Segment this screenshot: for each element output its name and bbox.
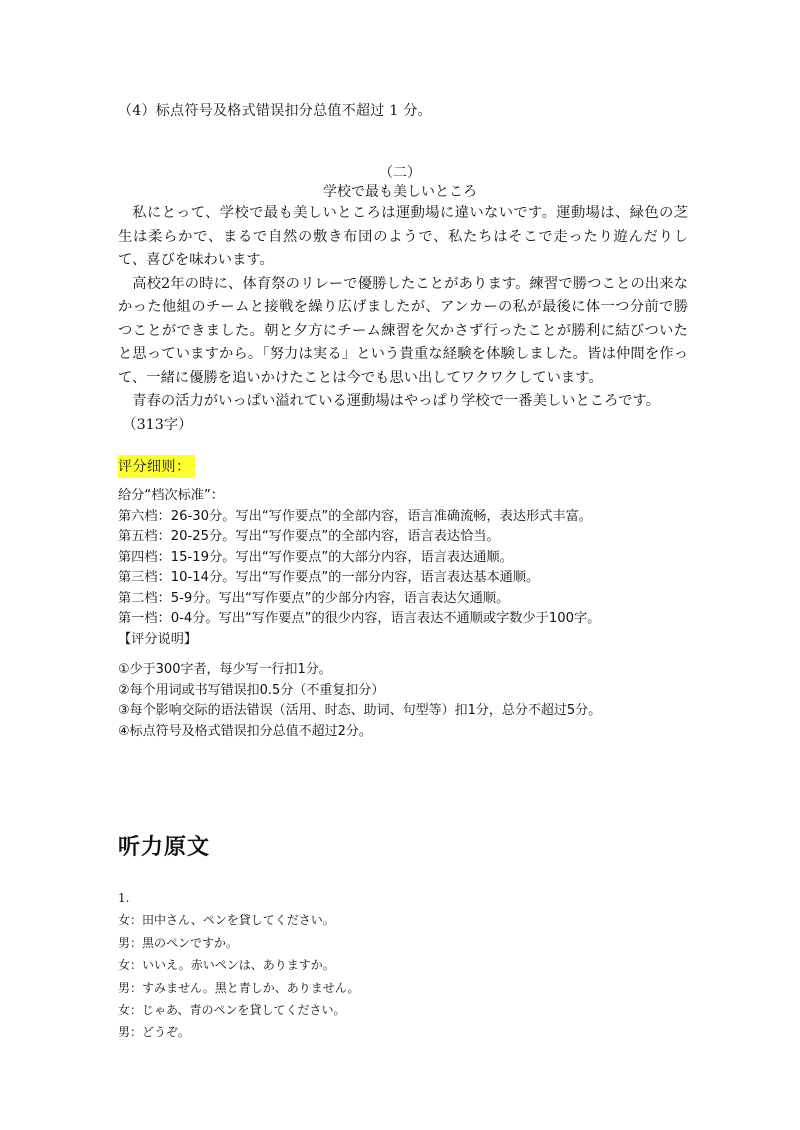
- rubric-intro: 给分“档次标准”：: [118, 488, 224, 503]
- dialog-line: 女：いいえ。赤いペンは、ありますか。: [118, 958, 335, 973]
- top-note: （4）标点符号及格式错误扣分总值不超过 1 分。: [118, 103, 432, 119]
- rubric-tiers: [118, 486, 600, 650]
- dialog-line: 男：どうぞ。: [118, 1025, 190, 1040]
- dialog-line: 男：黒のペンですか。: [118, 935, 239, 950]
- rubric-note: ④标点符号及格式错误扣分总值不超过2分。: [118, 723, 372, 739]
- essay-paragraph: 私にとって、学校で最も美しいところは運動場に違いないです。運動場は、緑色の芝生は柔らかで、まるで自然の敷き布団のようで、私たちはそこで走ったり遊んだりして、喜びを味わいます。: [118, 205, 688, 268]
- essay-body: [118, 202, 688, 437]
- essay-title: 学校で最も美しいところ: [323, 184, 477, 200]
- rubric-tier: 第一档：0-4分。写出“写作要点”的很少内容，语言表达不通顺或字数少于100字。: [118, 611, 601, 626]
- listening-dialog: [118, 887, 359, 1044]
- rubric-tier: 第三档：10-14分。写出“写作要点”的一部分内容，语言表达基本通顺。: [118, 570, 540, 585]
- dialog-line: 女：じゃあ、青のペンを貸してください。: [118, 1003, 346, 1018]
- rubric-tier: 第二档：5-9分。写出“写作要点”的少部分内容，语言表达欠通顺。: [118, 590, 510, 606]
- dialog-line: 女：田中さん、ペンを貸してください。: [118, 913, 335, 928]
- essay-paragraph: 高校2年の時に、体育祭のリレーで優勝したことがあります。練習で勝つことの出来なかった他組のチームと接戦を繰り広げましたが、アンカーの私が最後に体一つ分前で勝つことができました。朝と夕方にチーム練習を欠かさず行ったことが勝利に結びついたと思っていますから。「努力は実る」という貴重な経験を体験しました。皆は仲間を作って、一緒に優勝を追いかけたことは今でも思い出してワクワクしています。: [118, 275, 688, 386]
- rubric-tier: 第五档：20-25分。写出“写作要点”的全部内容，语言表达恰当。: [118, 529, 500, 544]
- section-number: （二）: [379, 165, 421, 181]
- rubric-tier: 第四档：15-19分。写出“写作要点”的大部分内容，语言表达通顺。: [118, 549, 513, 565]
- rubric-heading: 评分细则：: [118, 455, 195, 478]
- rubric-note: ③每个影响交际的语法错误（活用、时态、助词、句型等）扣1分，总分不超过5分。: [118, 703, 602, 718]
- essay-paragraph: 青春の活力がいっぱい溢れている運動場はやっぱり学校で一番美しいところです。: [132, 393, 660, 409]
- rubric-notes: [118, 660, 601, 742]
- dialog-line: 男：すみません。黒と青しか、ありません。: [118, 980, 360, 995]
- rubric-tier: 第六档：26-30分。写出“写作要点”的全部内容，语言准确流畅，表达形式丰富。: [118, 508, 592, 524]
- dialog-number: 1.: [118, 891, 130, 905]
- rubric-note: ②每个用词或书写错误扣0.5分（不重复扣分）: [118, 682, 385, 698]
- essay-char-count: （313字）: [122, 416, 193, 433]
- rubric-note: ①少于300字者，每少写一行扣1分。: [118, 662, 332, 677]
- listening-title: 听力原文: [118, 835, 211, 860]
- rubric-notes-heading: 【评分说明】: [118, 631, 198, 647]
